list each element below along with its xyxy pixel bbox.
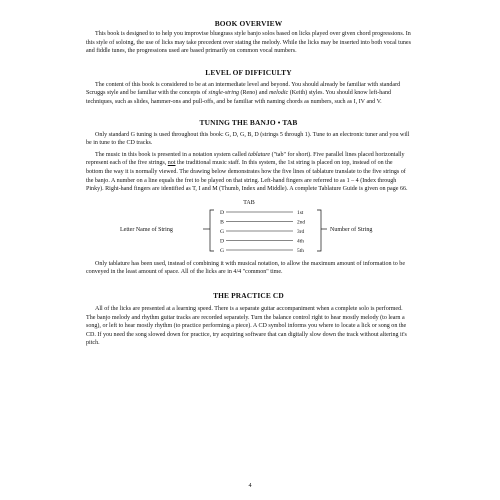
paragraph-practice-cd: All of the licks are presented at a learning speed. There is a separate guitar accompaniment when a complete solo is performed. The banjo melody and rhythm guitar tracks are recorded separately. Turn the balance control right to hear mostly melody (to learn a song), or left to hear mostly rhythm (to practice performing a piece). A CD symbol informs you where to locate a lick or song on the CD. If you need the song slowed down for practice, try acquiring software that can digitally slow down the track without altering it's pitch. [86, 305, 407, 347]
string-number-4: 4th [297, 238, 304, 245]
emphasis-melodic: melodic [269, 90, 289, 97]
emphasis-single-string: single-string [208, 90, 239, 97]
string-letter-4: D [219, 238, 225, 245]
heading-level-of-difficulty: LEVEL OF DIFFICULTY [205, 67, 292, 77]
paragraph-tuning: Only standard G tuning is used throughout this book: G, D, G, B, D (strings 5 through 1). Tune to an electronic tuner and you will be in tune to the CD tracks. [86, 131, 410, 147]
string-number-5: 5th [297, 247, 304, 254]
paragraph-tablature [86, 151, 411, 194]
section-book-overview [86, 19, 411, 56]
tab-diagram-svg [86, 195, 411, 257]
tab-staff [226, 212, 293, 250]
right-label: Number of String [330, 226, 373, 233]
string-letter-3: G [219, 228, 225, 235]
heading-tuning-the-banjo: TUNING THE BANJO • TAB [199, 117, 298, 127]
left-label: Letter Name of String [120, 226, 173, 233]
heading-book-overview: BOOK OVERVIEW [214, 19, 283, 28]
underline-not: not [167, 160, 176, 167]
paragraph-level-of-difficulty [86, 81, 411, 107]
text-run: (Reno) and [239, 90, 270, 97]
text-run: (Keith) styles. You should know left-hand techniques, such as slides, hammer-ons and pull-offs, and be familiar with naming chords as numbers, such as I, IV and V. [86, 90, 392, 105]
emphasis-tablature: tablature [248, 151, 271, 158]
section-level-of-difficulty [86, 68, 411, 107]
string-number-2: 2nd [297, 219, 306, 226]
string-letter-2: B [220, 219, 224, 226]
text-run: the traditional music staff. In this system, the 1st string is placed on top, instead of on the bottom the way it is normally viewed. The drawing below demonstrates how the five lines of tablature translate to the five strings of the banjo. A number on a line equals the fret to be played on that string. Left-hand fingers are referred to as 1 – 4 (Index through Pinky). Right-hand fingers are identified as T, I and M (Thumb, Index and Middle). A complete Tablature Guide is given on page 66. [86, 160, 408, 193]
tab-diagram [86, 195, 411, 257]
text-run: The music in this book is presented in a notation system called [95, 151, 249, 158]
page-number: 4 [248, 482, 252, 489]
page-content [86, 19, 411, 348]
paragraph-tablature-only: Only tablature has been used, instead of combining it with musical notation, to allow the maximum amount of information to be conveyed in the least amount of space. All of the licks are in 4/4 "common" time. [86, 260, 406, 276]
text-run: ("tab" for short). Five parallel lines placed horizontally represent each of the five strings, [86, 151, 405, 167]
string-letter-1: D [219, 209, 225, 216]
section-practice-cd [86, 291, 411, 348]
tab-label: TAB [243, 199, 255, 206]
string-letter-5: G [219, 247, 225, 254]
left-bracket [203, 210, 214, 251]
text-run: The content of this book is considered to be at an intermediate level and beyond. You should already be familiar with standard Scruggs style and be familiar with the concepts of [86, 81, 401, 97]
right-bracket [317, 210, 327, 251]
string-number-3: 3rd [297, 228, 305, 235]
paragraph-book-overview: This book is designed to to help you improvise bluegrass style banjo solos based on licks played over given chord progressions. In this style of soloing, the use of licks may take precedent over stating the melody. While the licks may be inserted into both vocal tunes and fiddle tunes, the progressions used are based primarily on common vocal numbers. [86, 31, 411, 55]
section-tuning-the-banjo [86, 118, 411, 277]
string-number-1: 1st [297, 209, 304, 216]
heading-practice-cd: THE PRACTICE CD [213, 290, 284, 300]
